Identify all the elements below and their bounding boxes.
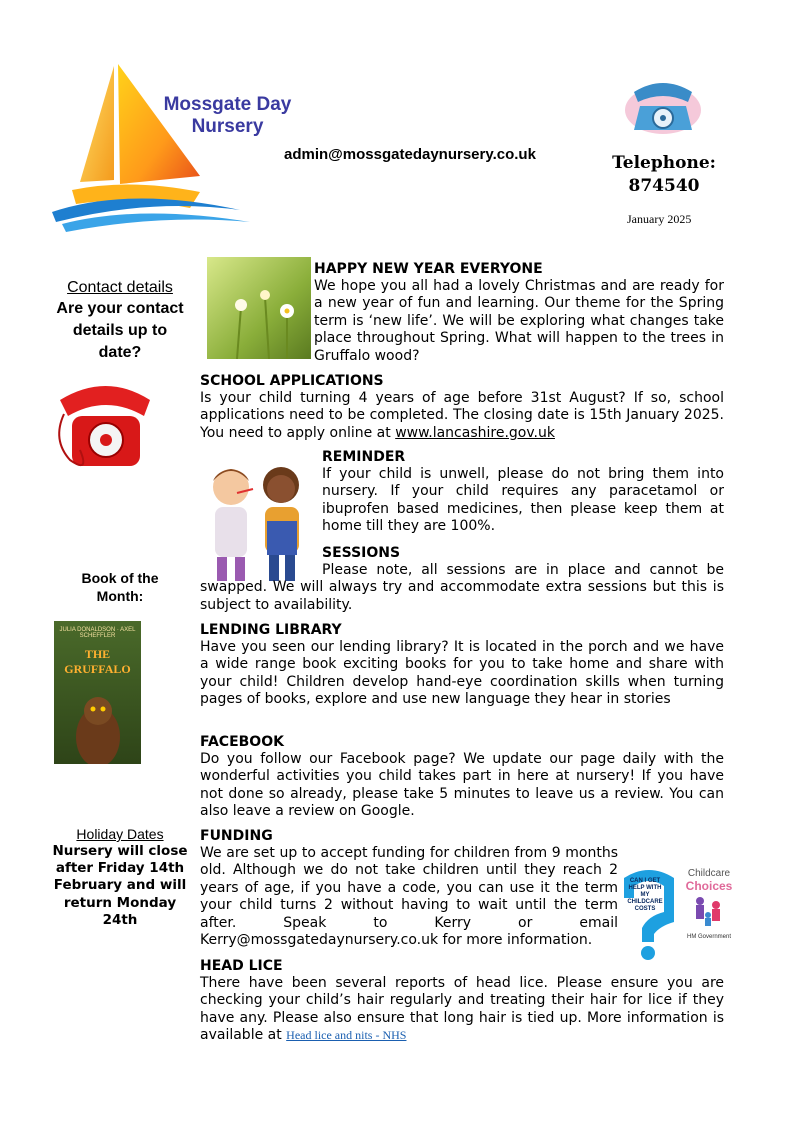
head-lice-text	[200, 975, 724, 1045]
funding-text: We are set up to accept funding for children from 9 months old. Although we do not take children until they reach 2 years of age, if you have a code, you can use it the term your child turns 2 without having to wait until the term after. Speak to Kerry or email Kerry@mossgatedaynursery.co.uk for more information.	[200, 845, 618, 949]
reminder-heading: REMINDER	[322, 449, 406, 465]
telephone-number: 874540	[628, 176, 700, 196]
book-cover-author: JULIA DONALDSON · AXEL SCHEFFLER	[59, 627, 136, 639]
section-new-year	[314, 261, 724, 365]
childcare-choices-logo	[684, 868, 734, 960]
facebook-heading: FACEBOOK	[200, 734, 284, 750]
red-phone-icon	[50, 370, 162, 478]
logo-line-1: Mossgate Day	[163, 94, 292, 115]
flowers-image	[207, 257, 311, 359]
telephone-icon	[622, 70, 704, 138]
book-cover-title: THE GRUFFALO	[64, 647, 131, 676]
hm-government-label: HM Government	[686, 934, 731, 940]
family-figures-icon	[684, 893, 734, 929]
section-sessions	[200, 545, 724, 614]
facebook-text: Do you follow our Facebook page? We update our page daily with the wonderful activities you child takes part in here at nursery! If you have not done so already, please take 5 minutes to leave us a review. You can also leave a review on Google.	[200, 751, 724, 820]
choices-label: Choices	[685, 879, 733, 893]
childcare-label: Childcare	[687, 868, 731, 879]
email-address: admin@mossgatedaynursery.co.uk	[284, 146, 536, 163]
telephone-block	[604, 152, 724, 198]
nursery-logo	[50, 62, 310, 232]
library-heading: LENDING LIBRARY	[200, 622, 342, 638]
funding-heading: FUNDING	[200, 828, 273, 844]
reminder-text: If your child is unwell, please do not bring them into nursery. If your child requires any paracetamol or ibuprofen based medicines, then please keep them at home till they are 100%.	[322, 466, 724, 535]
holiday-title: Holiday Dates	[76, 826, 164, 842]
telephone-label: Telephone:	[612, 153, 716, 173]
contact-question: Are your contact details up to date?	[56, 300, 184, 361]
section-head-lice	[200, 958, 724, 1045]
holiday-dates-box	[48, 826, 192, 929]
head-lice-heading: HEAD LICE	[200, 958, 283, 974]
lancashire-link[interactable]: www.lancashire.gov.uk	[395, 424, 555, 441]
sessions-heading: SESSIONS	[322, 545, 401, 561]
school-text	[200, 390, 724, 442]
new-year-heading: HAPPY NEW YEAR EVERYONE	[314, 261, 543, 277]
book-of-month-title: Book of the Month:	[81, 570, 159, 604]
childcare-costs-badge	[620, 868, 678, 960]
contact-title: Contact details	[67, 279, 173, 296]
head-lice-text-body: There have been several reports of head lice. Please ensure you are checking your child’s hair regularly and treating their hair for lice if they have any. Please also ensure that long hair is tied up. More information is available at	[200, 975, 724, 1044]
gruffalo-book-cover	[54, 621, 141, 764]
issue-date: January 2025	[627, 212, 692, 226]
new-year-text: We hope you all had a lovely Christmas and are ready for a new year of fun and learning. Our theme for the Spring term is ‘new life’. We will be exploring what changes take place throughout Spring. What will happen to the trees in Gruffalo wood?	[314, 278, 724, 364]
gruffalo-icon	[54, 677, 141, 764]
section-facebook	[200, 734, 724, 821]
holiday-text: Nursery will close after Friday 14th February and will return Monday 24th	[52, 843, 188, 928]
contact-details-box	[50, 277, 190, 364]
library-text: Have you seen our lending library? It is located in the porch and we have a wide range book exciting books for you to take home and share with your child! Children develop hand-eye coordination skills when turning pages of books, explore and use new language they hear in stories	[200, 639, 724, 708]
logo-line-2: Nursery	[191, 116, 264, 137]
childcare-costs-text: CAN I GET HELP WITH MY CHILDCARE COSTS	[627, 878, 663, 912]
logo-title	[155, 94, 300, 138]
section-funding	[200, 828, 618, 949]
sessions-text: Please note, all sessions are in place and cannot be swapped. We will always try and accommodate extra sessions but this is subject to availability.	[200, 562, 724, 613]
section-reminder	[322, 449, 724, 536]
sailboat-logo-icon	[50, 62, 310, 232]
section-lending-library	[200, 622, 724, 709]
nhs-head-lice-link[interactable]: Head lice and nits - NHS	[286, 1028, 407, 1043]
section-school-applications	[200, 373, 724, 442]
school-text-body: Is your child turning 4 years of age before 31st August? If so, school applications need to be completed. The closing date is 15th January 2025. You need to apply online at	[200, 390, 724, 441]
school-heading: SCHOOL APPLICATIONS	[200, 373, 384, 389]
